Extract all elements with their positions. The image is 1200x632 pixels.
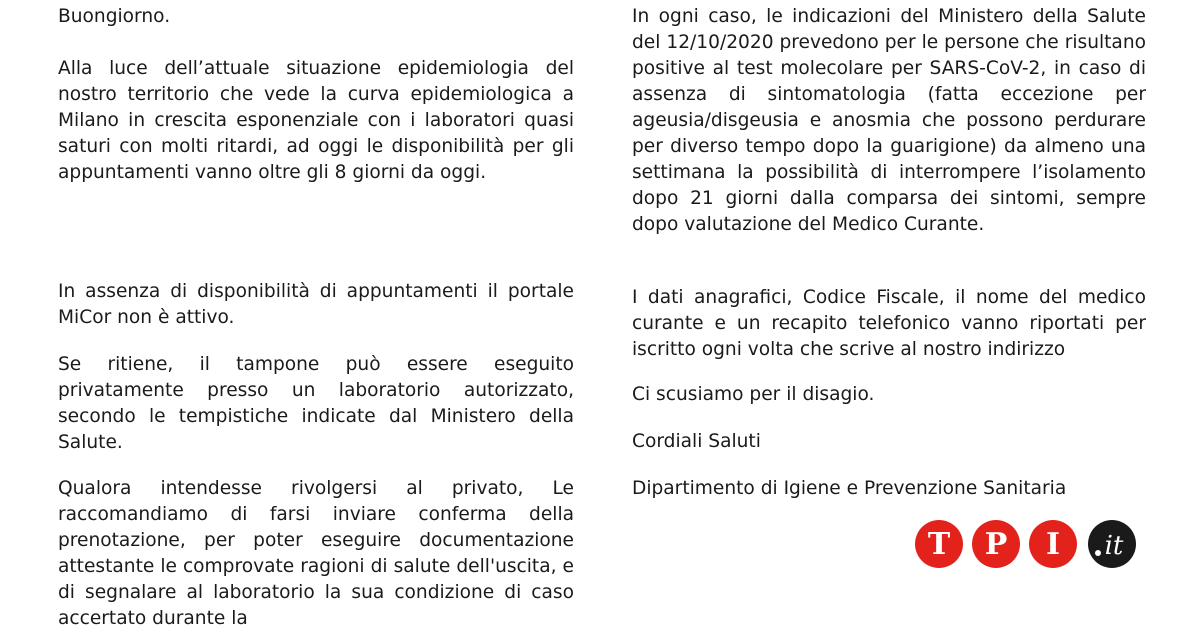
paragraph-micor: In assenza di disponibilità di appuntamenti il portale MiCor non è attivo. bbox=[58, 281, 574, 328]
paragraph-personal-data: I dati anagrafici, Codice Fiscale, il nome del medico curante e un recapito telefonico vanno riportati per iscritto ogni volta che scrive al nostro indirizzo bbox=[632, 287, 1146, 360]
logo-letter-i: I bbox=[1045, 527, 1061, 562]
logo-dot bbox=[1095, 550, 1101, 556]
paragraph-situation: Alla luce dell’attuale situazione epidemiologia del nostro territorio che vede la curva epidemiologica a Milano in crescita esponenziale con i laboratori quasi saturi con molti ritardi, ad oggi le disponibilità per gli appuntamenti vanno oltre gli 8 giorni da oggi. bbox=[58, 58, 574, 183]
paragraph-apology: Ci scusiamo per il disagio. bbox=[632, 384, 875, 405]
paragraph-private-lab: Qualora intendesse rivolgersi al privato, Le raccomandiamo di farsi inviare conferma della prenotazione, per poter eseguire documentazione attestante le comprovate ragioni di salute dell'uscita, e di segnalare al laboratorio la sua condizione di caso accertato durante la bbox=[58, 478, 574, 629]
closing: Cordiali Saluti bbox=[632, 431, 761, 452]
logo-letter-p: P bbox=[984, 527, 1008, 562]
paragraph-ministry: In ogni caso, le indicazioni del Ministero della Salute del 12/10/2020 prevedono per le persone che risultano positive al test molecolare per SARS-CoV-2, in caso di assenza di sintomatologia (fatta eccezione per ageusia/disgeusia e anosmia che possono perdurare per diverso tempo dopo la guarigione) da almeno una settimana la possibilità di interrompere l’isolamento dopo 21 giorni dalla comparsa dei sintomi, sempre dopo valutazione del Medico Curante. bbox=[632, 6, 1146, 235]
tpi-logo bbox=[914, 518, 1138, 570]
paragraph-private-test: Se ritiene, il tampone può essere eseguito privatamente presso un laboratorio autorizzato, secondo le tempistiche indicate dal Ministero della Salute. bbox=[58, 354, 574, 453]
logo-suffix-it: it bbox=[1104, 531, 1124, 561]
signature: Dipartimento di Igiene e Prevenzione Sanitaria bbox=[632, 478, 1067, 499]
logo-letter-t: T bbox=[927, 527, 951, 562]
greeting: Buongiorno. bbox=[58, 6, 171, 27]
